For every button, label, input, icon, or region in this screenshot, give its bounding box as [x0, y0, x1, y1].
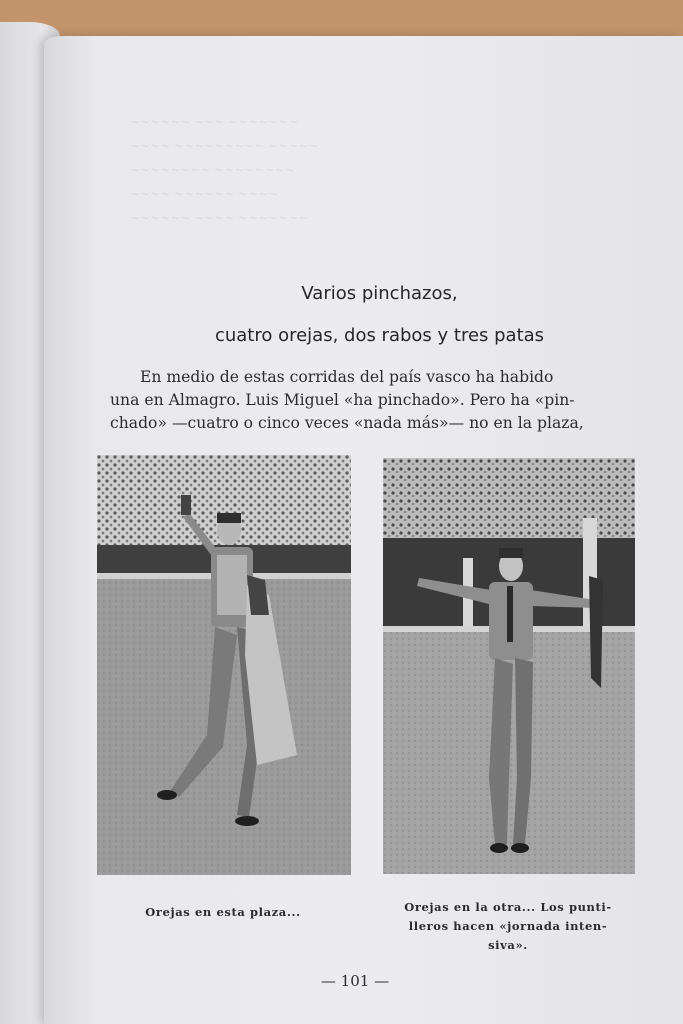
photo-bullfighter-arms-raised: [383, 458, 635, 874]
paragraph-line: una en Almagro. Luis Miguel «ha pinchado». Pero ha «pin-: [110, 391, 575, 409]
page-number: — 101 —: [320, 972, 390, 990]
caption-right-line: Orejas en la otra... Los punti-: [404, 900, 612, 914]
bleed-through-text: ~~~~~~ ~~~ ~~~~~~~ ~~~~ ~~~~~~~~~ ~~~~~ ~~~~~~~~ ~~~~~~~~ ~~~~ ~~~~~~ ~~~~ ~~~~~~ ~~~~ ~~~~~~~: [130, 115, 319, 225]
paragraph-line: chado» —cuatro o cinco veces «nada más»— no en la plaza,: [110, 414, 584, 432]
photo-bullfighter-walking: [97, 455, 351, 875]
caption-left: Orejas en esta plaza...: [145, 905, 301, 919]
caption-right-line: siva».: [488, 938, 528, 952]
caption-right-line: lleros hacen «jornada inten-: [408, 919, 608, 933]
paragraph-line: En medio de estas corridas del país vasco ha habido: [140, 368, 554, 386]
caption-right: [388, 898, 628, 955]
paragraph: [110, 366, 638, 435]
heading-line-2: cuatro orejas, dos rabos y tres patas: [214, 325, 545, 346]
heading-line-1: Varios pinchazos,: [301, 283, 458, 304]
